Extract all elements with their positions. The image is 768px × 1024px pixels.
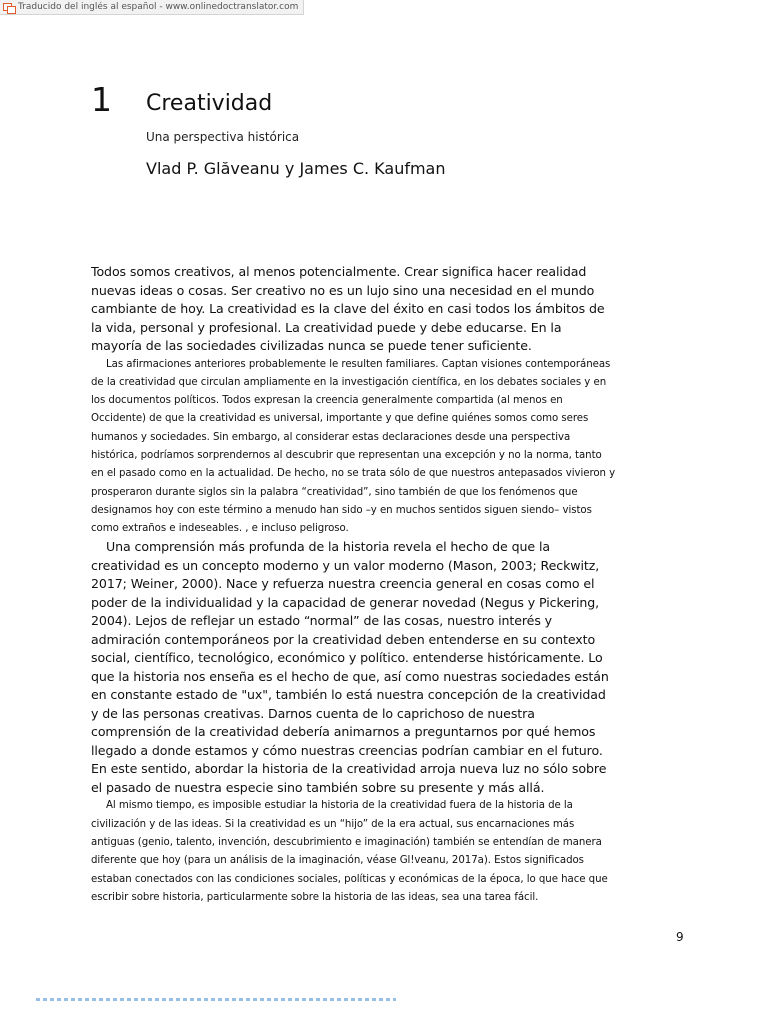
paragraph-2: Las afirmaciones anteriores probablemente le resulten familiares. Captan visiones contemporáneas de la creatividad que circulan ampliamente en la investigación científica, en los debates sociales y en los documentos políticos. Todos expresan la creencia generalmente compartida (al menos en Occidente) de que la creatividad es universal, importante y que define quiénes somos como seres humanos y sociedades. Sin embargo, al considerar estas declaraciones desde una perspectiva histórica, podríamos sorprendernos al descubrir que representan una excepción y no la norma, tanto en el pasado como en la actualidad. De hecho, no se trata sólo de que nuestros antepasados vivieron y prosperaron durante siglos sin la palabra “creatividad”, sino también de que los fenómenos que designamos hoy con este término a menudo han sido –y en muchos sentidos siguen siendo– vistos como extraños e indeseables. , e incluso peligroso.	[91, 358, 616, 535]
chapter-subtitle: Una perspectiva histórica	[146, 130, 300, 144]
body-text-block-1	[91, 263, 616, 907]
translator-banner[interactable]	[0, 0, 304, 15]
banner-text: Traducido del inglés al español - www.onlinedoctranslator.com	[18, 2, 299, 12]
chapter-title: Creatividad	[146, 91, 273, 116]
cut-off-line	[36, 998, 396, 1001]
page-number: 9	[676, 930, 684, 944]
paragraph-1: Todos somos creativos, al menos potencialmente. Crear significa hacer realidad nuevas ideas o cosas. Ser creativo no es un lujo sino una necesidad en el mundo cambiante de hoy. La creatividad es la clave del éxito en casi todos los ámbitos de la vida, personal y profesional. La creatividad puede y debe educarse. En la mayoría de las sociedades civilizadas nunca se puede tener suficiente.	[91, 264, 605, 353]
chapter-authors: Vlad P. Glăveanu y James C. Kaufman	[146, 159, 446, 178]
paragraph-3: Una comprensión más profunda de la historia revela el hecho de que la creatividad es un concepto moderno y un valor moderno (Mason, 2003; Reckwitz, 2017; Weiner, 2000). Nace y refuerza nuestra creencia general en cosas como el poder de la individualidad y la capacidad de generar novedad (Negus y Pickering, 2004). Lejos de reflejar un estado “normal” de las cosas, nuestro interés y admiración contemporáneos por la creatividad deben entenderse en su contexto social, científico, tecnológico, económico y político. entenderse históricamente. Lo que la historia nos enseña es el hecho de que, así como nuestras sociedades están en constante estado de "ux", también lo está nuestra concepción de la creatividad y de las personas creativas. Darnos cuenta de lo caprichoso de nuestra comprensión de la creatividad debería animarnos a preguntarnos por qué hemos llegado a donde estamos y cómo nuestras creencias podrían cambiar en el futuro. En este sentido, abordar la historia de la creatividad arroja nueva luz no sólo sobre el pasado de nuestra especie sino también sobre su presente y más allá.	[91, 539, 609, 795]
translate-icon	[3, 3, 15, 12]
chapter-number: 1	[91, 80, 112, 119]
paragraph-4: Al mismo tiempo, es imposible estudiar la historia de la creatividad fuera de la historia de la civilización y de las ideas. Si la creatividad es un “hijo” de la era actual, sus encarnaciones más antiguas (genio, talento, invención, descubrimiento e imaginación) también se entendían de manera diferente que hoy (para un análisis de la imaginación, véase Gl!veanu, 2017a). Estos significados estaban conectados con las condiciones sociales, políticas y económicas de la época, lo que hace que escribir sobre historia, particularmente sobre la historia de las ideas, sea una tarea fácil.	[91, 800, 608, 903]
